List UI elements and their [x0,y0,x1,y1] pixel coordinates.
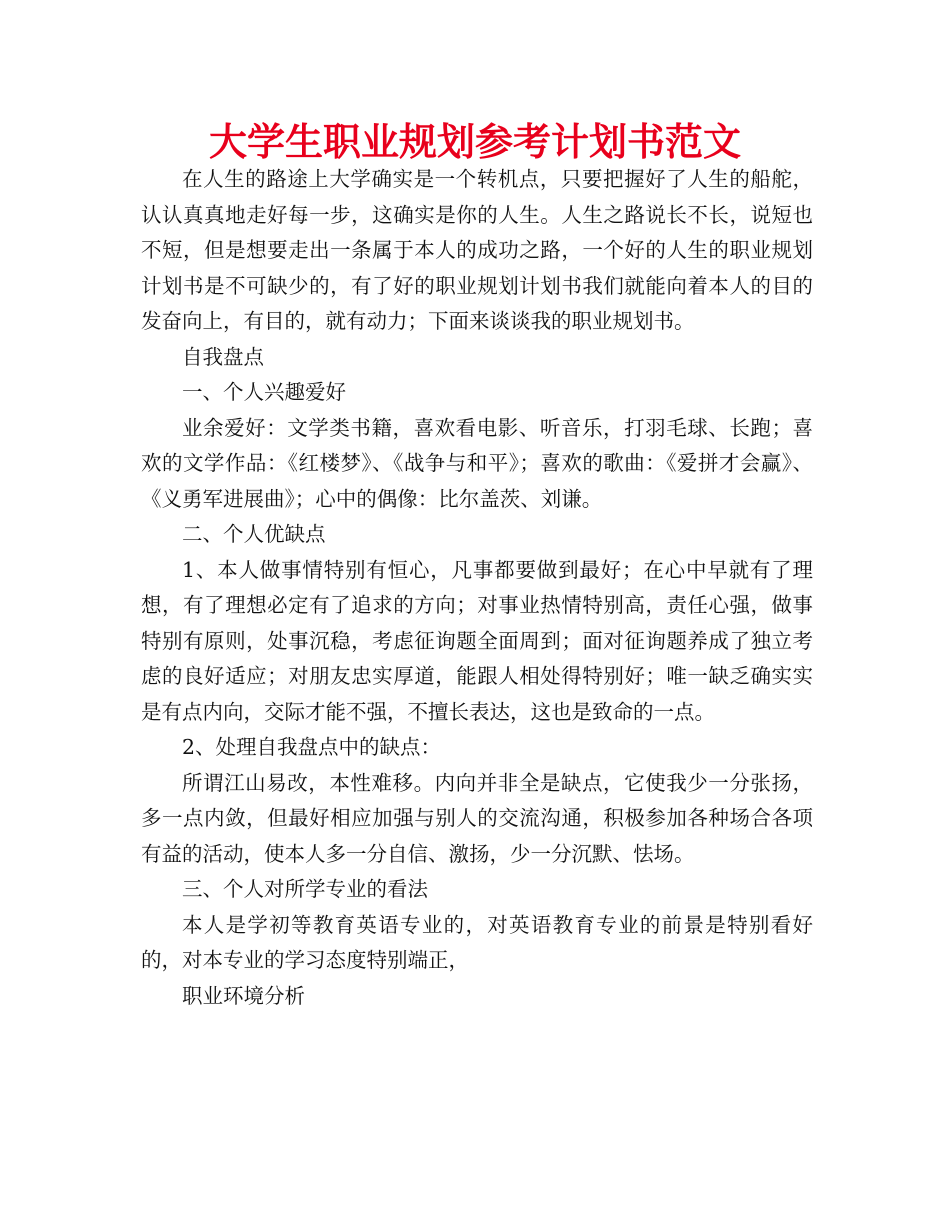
subheading-major-view: 三、个人对所学专业的看法 [182,877,428,901]
subheading-interests: 一、个人兴趣爱好 [182,380,346,404]
document-body [141,162,813,1014]
major-view-paragraph: 本人是学初等教育英语专业的，对英语教育专业的前景是特别看好的，对本专业的学习态度特别端正， [141,912,813,972]
subheading-strengths-weaknesses: 二、个人优缺点 [182,522,326,546]
section-heading-career-environment: 职业环境分析 [182,983,305,1008]
section-heading-self-inventory: 自我盘点 [182,344,264,369]
document-title: 大学生职业规划参考计划书范文 [208,120,741,164]
handling-weaknesses-paragraph: 所谓江山易改，本性难移。内向并非全是缺点，它使我少一分张扬，多一点内敛，但最好相应加强与别人的交流沟通，积极参加各种场合各项有益的活动，使本人多一分自信、激扬，少一分沉默、怯场。 [141,770,813,866]
strengths-paragraph: 1、本人做事情特别有恒心，凡事都要做到最好；在心中早就有了理想，有了理想必定有了追求的方向；对事业热情特别高，责任心强，做事特别有原则，处事沉稳，考虑征询题全面周到；面对征询题养成了独立考虑的良好适应；对朋友忠实厚道，能跟人相处得特别好；唯一缺乏确实实是有点内向，交际才能不强，不擅长表达，这也是致命的一点。 [141,557,813,724]
interests-paragraph: 业余爱好：文学类书籍，喜欢看电影、听音乐，打羽毛球、长跑；喜欢的文学作品：《红楼梦》、《战争与和平》；喜欢的歌曲：《爱拼才会赢》、《义勇军进展曲》；心中的偶像：比尔盖茨、刘谦。 [141,415,813,511]
intro-paragraph: 在人生的路途上大学确实是一个转机点，只要把握好了人生的船舵，认认真真地走好每一步，这确实是你的人生。人生之路说长不长，说短也不短，但是想要走出一条属于本人的成功之路，一个好的人生的职业规划计划书是不可缺少的，有了好的职业规划计划书我们就能向着本人的目的发奋向上，有目的，就有动力；下面来谈谈我的职业规划书。 [141,167,813,333]
subheading-handling-weaknesses: 2、处理自我盘点中的缺点： [182,735,442,759]
